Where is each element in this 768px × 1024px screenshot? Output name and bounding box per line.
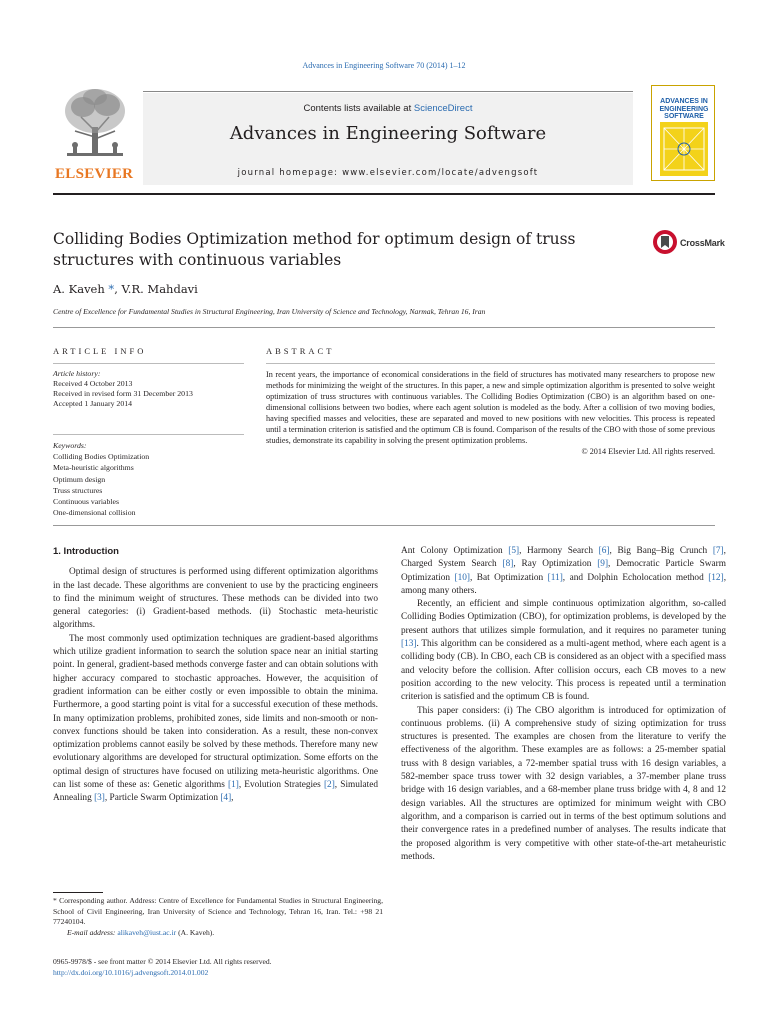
abstract-heading: ABSTRACT (266, 346, 335, 356)
affiliation-rule (53, 327, 715, 328)
cover-title-line: ADVANCES IN (660, 98, 708, 105)
reference-link[interactable]: [7] (712, 546, 724, 556)
elsevier-wordmark: ELSEVIER (55, 166, 134, 182)
contents-line (143, 103, 633, 114)
paragraph-text: , and Dolphin Echolocation method (562, 572, 709, 583)
reference-link[interactable]: [12] (708, 572, 724, 583)
cover-pattern-icon (660, 122, 708, 176)
article-info-rule (53, 363, 244, 364)
article-info-heading: ARTICLE INFO (53, 346, 147, 356)
reference-link[interactable]: [6] (598, 546, 610, 556)
journal-cover-thumbnail[interactable] (651, 85, 715, 181)
abstract-bottom-rule (53, 525, 715, 526)
elsevier-logo[interactable] (53, 85, 135, 185)
doi-link[interactable]: http://dx.doi.org/10.1016/j.advengsoft.2014.01.002 (53, 967, 209, 977)
reference-link[interactable]: [1] (227, 780, 239, 791)
paragraph-text: , among many others. (401, 572, 727, 596)
author-name: , V.R. Mahdavi (114, 282, 198, 296)
reference-link[interactable]: [4] (220, 793, 232, 804)
paragraph-text: , Evolution Strategies (238, 780, 324, 791)
crossmark-label: CrossMark (680, 238, 725, 248)
body-column-left (53, 545, 378, 806)
section-heading-introduction: 1. Introduction (53, 546, 119, 557)
cover-title (656, 98, 712, 121)
article-history-heading: Article history: (53, 369, 101, 378)
corresponding-author-footnote (53, 896, 383, 938)
masthead-band (143, 93, 633, 185)
article-history (53, 369, 253, 409)
masthead-bottom-rule (53, 193, 715, 195)
sciencedirect-link[interactable]: ScienceDirect (413, 103, 473, 114)
corresponding-author-marker[interactable]: * (104, 282, 115, 296)
paragraph-text: , Bat Optimization (470, 572, 548, 583)
author-email-link[interactable]: alikaveh@iust.ac.ir (117, 927, 177, 937)
author-affiliation: Centre of Excellence for Fundamental Studies in Structural Engineering, Iran University of Science and Technology, Narmak, Tehran 16, Iran (53, 307, 486, 316)
paragraph-text: . This algorithm can be considered as a multi-agent method, where each agent is a colliding body (CB). In CBO, each CB is considered as an object with a specified mass and velocity before the collision. After collision occurs, each CB moves to a new position according to the new velocity. This process is repeated until a termination criterion is satisfied and the optimum CB is found. (401, 639, 726, 703)
paragraph-text: , (231, 793, 234, 804)
abstract-body (266, 369, 715, 457)
paragraph-text: , Particle Swarm Optimization (104, 793, 221, 804)
body-paragraph: This paper considers: (i) The CBO algorithm is introduced for optimization of continuous problems. (ii) A comprehensive study of sizing optimization for truss structures is presented. The examples are chosen from the literature to verify the effectiveness of the algorithm. These examples are as follows: a 25-member spatial truss with 8 design variables, a 72-member spatial truss with 16 design variables, a 582-member space truss tower with 32 design variables, a 37-member plane truss bridge with 16 design variables, and a 68-member plane truss bridge with 4, 8 and 12 design variables. All the structures are optimized for minimum weight with CBO algorithm, and a comparison is carried out in terms of the best optimum solutions and their convergence rates in a predefined number of analyses. The results indicate that the proposed algorithm is very competitive with other state-of-the-art metaheuristic methods. (401, 705, 726, 862)
history-entry: Accepted 1 January 2014 (53, 399, 133, 408)
reference-link[interactable]: [10] (454, 572, 471, 583)
reference-link[interactable]: [13] (401, 639, 417, 650)
footnote-text: * Corresponding author. Address: Centre of Excellence for Fundamental Studies in Structural Engineering, School of Civil Engineering, Iran University of Science and Technology, Tehran 16, Iran. Tel.: +98 21 77240104. (53, 896, 383, 926)
crossmark-badge[interactable] (652, 229, 732, 257)
reference-link[interactable]: [9] (597, 559, 609, 570)
footnote-email-line (53, 928, 383, 939)
journal-name: Advances in Engineering Software (229, 123, 547, 144)
body-paragraph (401, 598, 726, 704)
keywords-list (53, 440, 253, 518)
reference-link[interactable]: [2] (323, 780, 335, 791)
body-column-right (401, 545, 726, 864)
keywords-rule (53, 434, 244, 435)
elsevier-tree-icon (61, 87, 129, 159)
cover-artwork (660, 122, 708, 176)
paragraph-text: , Big Bang–Big Crunch (609, 546, 713, 556)
reference-link[interactable]: [3] (94, 793, 105, 804)
front-matter (53, 957, 453, 978)
abstract-copyright: © 2014 Elsevier Ltd. All rights reserved. (581, 447, 715, 456)
article-title: Colliding Bodies Optimization method for optimum design of truss structures with continuous variables (53, 230, 576, 269)
paragraph-text: Recently, an efficient and simple continuous optimization algorithm, so-called Colliding Bodies Optimization (CBO), for optimization problems, is developed by the present authors that utilizes simple formulation, and it requires no parameter tuning (401, 599, 726, 636)
history-entry: Received in revised form 31 December 2013 (53, 389, 193, 398)
crossmark-icon (652, 229, 678, 255)
cover-title-line: SOFTWARE (664, 113, 704, 120)
keyword: Meta-heuristic algorithms (53, 463, 134, 473)
journal-homepage[interactable]: journal homepage: www.elsevier.com/locate/advengsoft (237, 168, 539, 178)
abstract-rule (266, 363, 715, 364)
history-entry: Received 4 October 2013 (53, 379, 133, 388)
paragraph-text: Ant Colony Optimization (401, 546, 509, 556)
keyword: Continuous variables (53, 497, 120, 507)
paragraph-text: , Harmony Search (519, 546, 599, 556)
masthead-top-rule (143, 91, 633, 92)
paragraph-text: , Democratic Particle Swarm Optimization (401, 559, 726, 583)
issn-line: 0965-9978/$ - see front matter © 2014 Elsevier Ltd. All rights reserved. (53, 957, 272, 966)
author-name: A. Kaveh (53, 282, 105, 296)
keyword: Optimum design (53, 474, 106, 484)
reference-link[interactable]: [11] (547, 572, 563, 583)
paragraph-text: The most commonly used optimization techniques are gradient-based algorithms which utilize gradient information to search the solution space near an initial starting point. In general, gradient-based methods converge faster and can obtain solutions with higher accuracy compared to stochastic approaches. However, the acquisition of gradient information can be either costly or even impossible to obtain the minima. Furthermore, a good starting point is vital for a successful execution of these methods. In many optimization problems, prohibited zones, side limits and non-smooth or non-convex functions should be taken into consideration. As a result, these non-convex optimization problems cannot easily be solved by these methods. Therefore many new evolutionary algorithms are developed for structural optimization. Some efforts on the optimal design of structures have focused on utilizing meta-heuristic algorithms. One can list some of these as: Genetic algorithms (53, 633, 378, 791)
author-list (53, 282, 198, 296)
cover-title-line: ENGINEERING (659, 105, 709, 113)
paragraph-text: , Charged System Search (401, 546, 726, 570)
email-tail: (A. Kaveh). (176, 927, 215, 937)
reference-link[interactable]: [8] (502, 559, 514, 570)
keyword: One-dimensional collision (53, 508, 136, 518)
contents-prefix: Contents lists available at (303, 103, 414, 114)
keywords-heading: Keywords: (53, 441, 87, 450)
abstract-text: In recent years, the importance of economical considerations in the field of structures has motivated many researchers to propose new methods for minimizing the weight of the structures. In this paper, a new and simple optimization algorithm is presented to solve weight optimization of truss structures with continuous variables. The Colliding Bodies Optimization (CBO) is an algorithm based on one-dimensional collisions between two bodies, where each agent solution is modeled as the body. After a collision of two moving bodies, having specified masses and velocities, these are separated and moved to new positions with new velocities. This process is repeated until a termination criterion is satisfied and the optimum CB is found. Comparison of the results of the CBO with those of some previous studies, demonstrate its capability in solving the present optimization problems. (266, 370, 715, 445)
paragraph-text: , Ray Optimization (513, 559, 598, 570)
body-paragraph: Optimal design of structures is performed using different optimization algorithms in the last decade. These algorithms are convenient to use by the practicing engineers to find the minimum weight of structures. These methods can be divided into two general categories: (i) Gradient-based methods. (ii) Stochastic meta-heuristic algorithms. (53, 567, 378, 631)
paragraph-text: , Simulated Annealing (53, 780, 378, 804)
email-label: E-mail address: (67, 927, 118, 937)
journal-citation[interactable]: Advances in Engineering Software 70 (2014) 1–12 (302, 61, 466, 70)
footnote-rule (53, 892, 103, 893)
journal-masthead (53, 85, 715, 185)
reference-link[interactable]: [5] (508, 546, 520, 556)
keyword: Truss structures (53, 485, 103, 495)
keyword: Colliding Bodies Optimization (53, 452, 150, 462)
body-paragraph (53, 633, 378, 806)
body-paragraph (401, 545, 726, 598)
